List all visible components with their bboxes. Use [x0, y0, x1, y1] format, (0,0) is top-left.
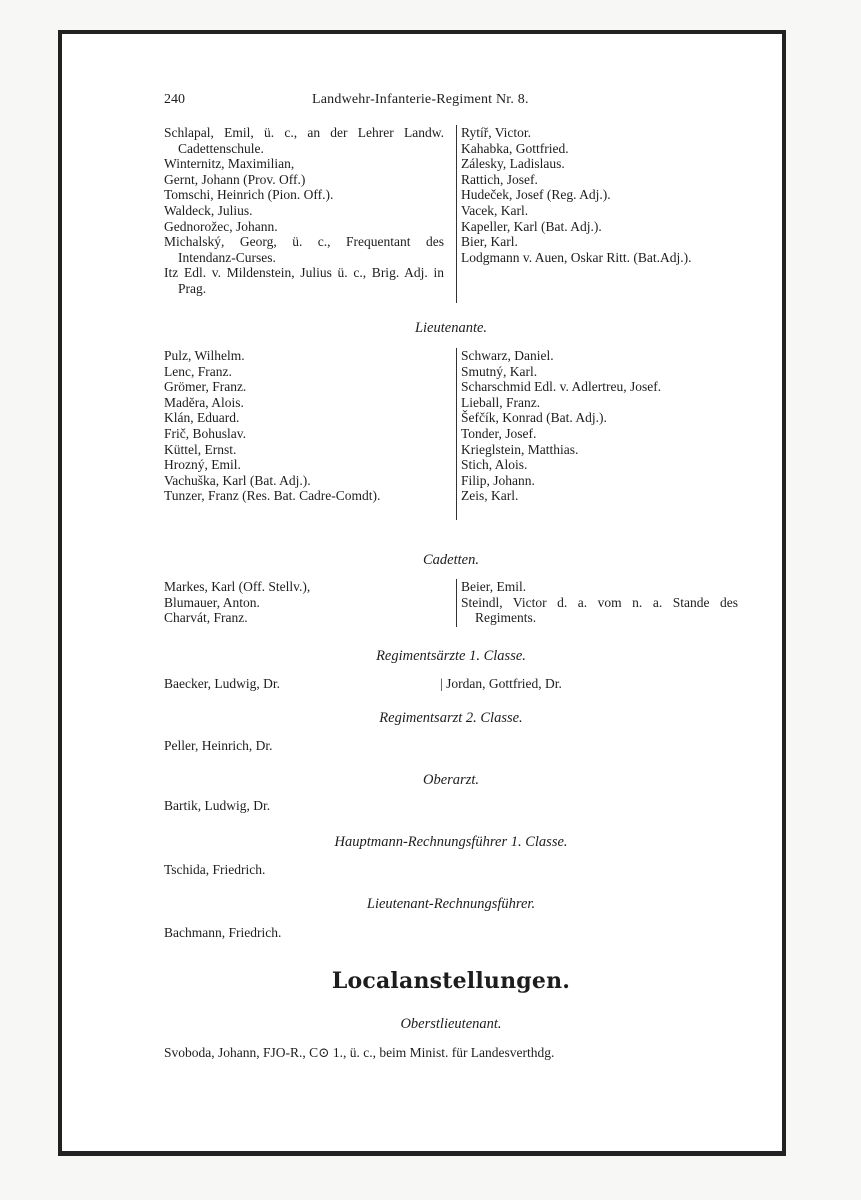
- list-item: Frič, Bohuslav.: [164, 425, 246, 441]
- section-heading-hauptmann-rf: Hauptmann-Rechnungsführer 1. Classe.: [334, 834, 568, 850]
- list-item: Charvát, Franz.: [164, 610, 248, 626]
- list-item: Tunzer, Franz (Res. Bat. Cadre-Comdt).: [164, 488, 381, 504]
- section-heading-oberstlieutenant: Oberstlieutenant.: [400, 1016, 502, 1032]
- list-item: Michalský, Georg, ü. c., Frequentant des Intendanz-Curses.: [164, 234, 444, 265]
- section-title-localanstellungen: Localanstellungen.: [331, 968, 571, 994]
- list-item: Smutný, Karl.: [461, 363, 538, 379]
- list-item: Klán, Eduard.: [164, 410, 240, 426]
- list-item: Madĕra, Alois.: [164, 394, 244, 410]
- list-item: Vacek, Karl.: [461, 202, 529, 218]
- list-item: Winternitz, Maximilian,: [164, 156, 295, 172]
- section-heading-lieutenante: Lieutenante.: [414, 320, 488, 336]
- list-item: Lenc, Franz.: [164, 363, 232, 379]
- list-item: Beier, Emil.: [461, 579, 527, 594]
- list-item: Schwarz, Daniel.: [461, 348, 554, 363]
- list-item: Kapeller, Karl (Bat. Adj.).: [461, 218, 602, 234]
- list-item: Baecker, Ludwig, Dr.: [164, 676, 281, 691]
- cadetten-left: [164, 579, 444, 626]
- list-item: Krieglstein, Matthias.: [461, 441, 579, 457]
- list-item: Rytíř, Victor.: [461, 125, 532, 140]
- list-item: Pulz, Wilhelm.: [164, 348, 245, 363]
- list-item: Schlapal, Emil, ü. c., an der Lehrer Landw. Cadettenschule.: [164, 125, 444, 156]
- list-item: | Jordan, Gottfried, Dr.: [440, 676, 562, 691]
- page-number: 240: [164, 92, 185, 107]
- list-item: Bier, Karl.: [461, 234, 518, 250]
- lieutenante-right: [456, 348, 738, 520]
- list-item: Grömer, Franz.: [164, 379, 247, 395]
- list-item: Šefčík, Konrad (Bat. Adj.).: [461, 410, 607, 426]
- list-item: Scharschmid Edl. v. Adlertreu, Josef.: [461, 379, 662, 395]
- list-item: Svoboda, Johann, FJO-R., C⊙ 1., ü. c., beim Minist. für Landesverthdg.: [164, 1045, 555, 1060]
- top-list-right: [456, 125, 738, 303]
- list-item: Küttel, Ernst.: [164, 441, 237, 457]
- cadetten-right: [456, 579, 738, 627]
- list-item: Itz Edl. v. Mildenstein, Julius ü. c., Brig. Adj. in Prag.: [164, 265, 444, 296]
- section-heading-oberarzt: Oberarzt.: [423, 772, 479, 788]
- section-heading-regimentsarzt-2: Regimentsarzt 2. Classe.: [379, 710, 523, 726]
- list-item: Zálesky, Ladislaus.: [461, 156, 565, 172]
- list-item: Hudeček, Josef (Reg. Adj.).: [461, 187, 611, 203]
- list-item: Bachmann, Friedrich.: [164, 925, 282, 940]
- list-item: Gernt, Johann (Prov. Off.): [164, 171, 306, 187]
- list-item: Tonder, Josef.: [461, 425, 537, 441]
- list-item: Kahabka, Gottfried.: [461, 140, 569, 156]
- list-item: Tschida, Friedrich.: [164, 862, 266, 877]
- list-item: Bartik, Ludwig, Dr.: [164, 798, 271, 813]
- list-item: Blumauer, Anton.: [164, 594, 260, 610]
- list-item: Peller, Heinrich, Dr.: [164, 738, 273, 753]
- list-item: Stich, Alois.: [461, 457, 528, 473]
- section-heading-cadetten: Cadetten.: [423, 552, 479, 568]
- list-item: Lieball, Franz.: [461, 394, 541, 410]
- list-item: Tomschi, Heinrich (Pion. Off.).: [164, 187, 334, 203]
- list-item: Steindl, Victor d. a. vom n. a. Stande des Regiments.: [461, 594, 738, 626]
- list-item: Lodgmann v. Auen, Oskar Ritt. (Bat.Adj.).: [461, 249, 692, 265]
- top-list-left: [164, 125, 444, 297]
- list-item: Vachuška, Karl (Bat. Adj.).: [164, 472, 311, 488]
- section-heading-lieutenant-rf: Lieutenant-Rechnungsführer.: [366, 896, 536, 912]
- list-item: Hrozný, Emil.: [164, 457, 241, 473]
- header-title: Landwehr-Infanterie-Regiment Nr. 8.: [312, 92, 529, 107]
- list-item: Filip, Johann.: [461, 472, 535, 488]
- list-item: Waldeck, Julius.: [164, 202, 253, 218]
- list-item: Zeis, Karl.: [461, 488, 519, 504]
- list-item: Rattich, Josef.: [461, 171, 538, 187]
- list-item: Markes, Karl (Off. Stellv.),: [164, 579, 311, 594]
- lieutenante-left: [164, 348, 444, 504]
- list-item: Gednorožec, Johann.: [164, 218, 278, 234]
- section-heading-regimentsaerzte-1: Regimentsärzte 1. Classe.: [376, 648, 526, 664]
